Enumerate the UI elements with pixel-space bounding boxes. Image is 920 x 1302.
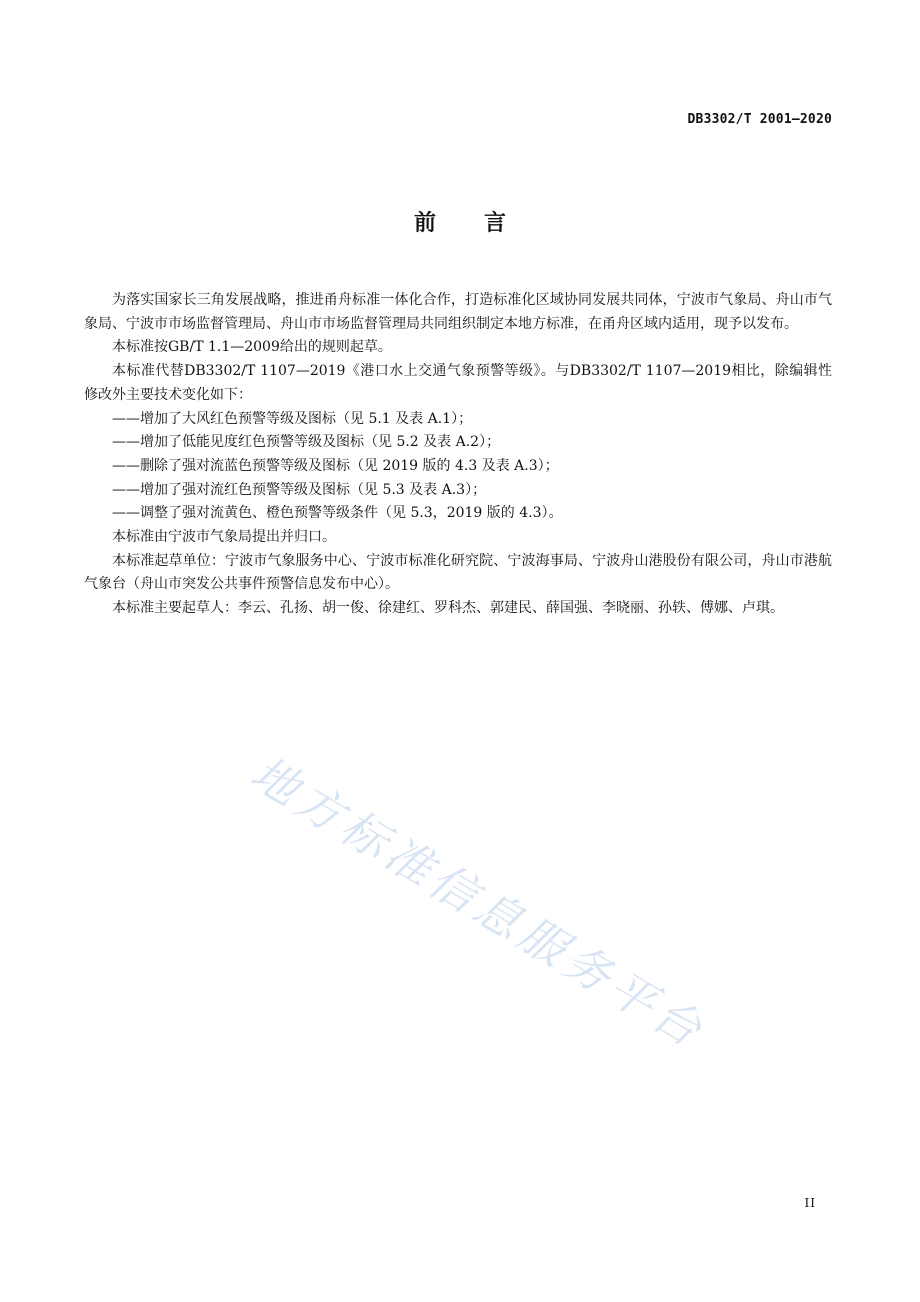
paragraph-drafting-units: 本标准起草单位：宁波市气象服务中心、宁波市标准化研究院、宁波海事局、宁波舟山港股份有限公司，舟山市港航气象台（舟山市突发公共事件预警信息发布中心）。 xyxy=(84,552,832,593)
paragraph-drafting-rules: 本标准按GB/T 1.1—2009给出的规则起草。 xyxy=(112,339,392,356)
change-item: ——调整了强对流黄色、橙色预警等级条件（见 5.3，2019 版的 4.3）。 xyxy=(112,505,563,522)
paragraph-replacement: 本标准代替DB3302/T 1107—2019《港口水上交通气象预警等级》。与DB3302/T 1107—2019相比，除编辑性修改外主要技术变化如下： xyxy=(84,363,832,403)
change-item: ——删除了强对流蓝色预警等级及图标（见 2019 版的 4.3 及表 A.3）； xyxy=(112,457,559,474)
page-title: 前言 xyxy=(413,211,554,236)
paragraph-proposer: 本标准由宁波市气象局提出并归口。 xyxy=(112,529,336,546)
document-code: DB3302/T 2001—2020 xyxy=(687,112,832,127)
change-item: ——增加了强对流红色预警等级及图标（见 5.3 及表 A.3）； xyxy=(112,481,487,498)
watermark: 地方标准信息服务平台 xyxy=(241,745,716,1060)
change-item: ——增加了低能见度红色预警等级及图标（见 5.2 及表 A.2）； xyxy=(112,434,501,451)
page-number: II xyxy=(804,1196,816,1210)
change-item: ——增加了大风红色预警等级及图标（见 5.1 及表 A.1）； xyxy=(112,410,473,427)
paragraph-drafters: 本标准主要起草人：李云、孔扬、胡一俊、徐建红、罗科杰、郭建民、薛国强、李晓丽、孙轶、傅娜、卢琪。 xyxy=(112,600,784,617)
paragraph-purpose: 为落实国家长三角发展战略，推进甬舟标准一体化合作，打造标准化区域协同发展共同体，宁波市气象局、舟山市气象局、宁波市市场监督管理局、舟山市市场监督管理局共同组织制定本地方标准，在甬舟区域内适用，现予以发布。 xyxy=(84,292,832,332)
foreword-body xyxy=(84,289,832,621)
